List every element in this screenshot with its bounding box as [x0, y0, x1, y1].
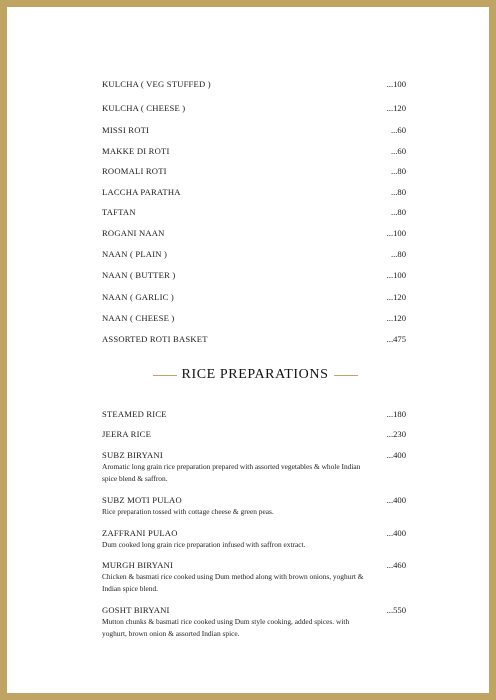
heading-rule-right — [334, 375, 358, 376]
item-price: ...80 — [390, 166, 406, 176]
item-name: LACCHA PARATHA — [102, 187, 181, 197]
item-description: Rice preparation tossed with cottage cheese & green peas. — [102, 507, 274, 516]
item-description: Aromatic long grain rice preparation prepared with assorted vegetables & whole Indian spice blend & saffron. — [102, 462, 361, 483]
heading-rule-left — [153, 375, 177, 376]
item-name: NAAN ( BUTTER ) — [102, 270, 176, 280]
item-price: ...460 — [386, 560, 406, 570]
menu-item — [102, 528, 406, 538]
item-price: ...80 — [390, 187, 406, 197]
menu-item — [102, 146, 406, 156]
item-name: KULCHA ( CHEESE ) — [102, 103, 186, 113]
item-name: STEAMED RICE — [102, 409, 167, 419]
item-name: NAAN ( CHEESE ) — [102, 313, 175, 323]
item-name: ROOMALI ROTI — [102, 166, 167, 176]
item-price: ...60 — [390, 125, 406, 135]
menu-item — [102, 605, 406, 615]
item-price: ...400 — [386, 450, 406, 460]
menu-item — [102, 429, 406, 439]
item-description: Mutton chunks & basmati rice cooked using Dum style cooking, added spices. with yoghurt, brown onion & assorted Indian spice. — [102, 617, 350, 638]
item-name: ROGANI NAAN — [102, 228, 165, 238]
item-name: NAAN ( PLAIN ) — [102, 249, 168, 259]
menu-item — [102, 450, 406, 460]
menu-item — [102, 187, 406, 197]
item-name: KULCHA ( VEG STUFFED ) — [102, 79, 211, 89]
item-description: Dum cooked long grain rice preparation infused with saffron extract. — [102, 540, 306, 549]
menu-item — [102, 207, 406, 217]
item-price: ...550 — [386, 605, 406, 615]
item-price: ...400 — [386, 528, 406, 538]
item-price: ...120 — [386, 103, 406, 113]
menu-item — [102, 79, 406, 89]
item-price: ...180 — [386, 409, 406, 419]
item-price: ...100 — [386, 270, 406, 280]
item-name: ZAFFRANI PULAO — [102, 528, 178, 538]
item-price: ...60 — [390, 146, 406, 156]
item-name: SUBZ MOTI PULAO — [102, 495, 182, 505]
item-name: JEERA RICE — [102, 429, 152, 439]
section-title: RICE PREPARATIONS — [181, 367, 329, 382]
item-name: MAKKE DI ROTI — [102, 146, 170, 156]
item-price: ...80 — [390, 207, 406, 217]
menu-item — [102, 495, 406, 505]
item-name: NAAN ( GARLIC ) — [102, 292, 174, 302]
item-name: MISSI ROTI — [102, 125, 150, 135]
item-name: GOSHT BIRYANI — [102, 605, 170, 615]
menu-item — [102, 409, 406, 419]
menu-item — [102, 334, 406, 344]
menu-item — [102, 292, 406, 302]
item-name: ASSORTED ROTI BASKET — [102, 334, 208, 344]
item-price: ...120 — [386, 313, 406, 323]
menu-item — [102, 313, 406, 323]
menu-item — [102, 249, 406, 259]
item-price: ...80 — [390, 249, 406, 259]
menu-item — [102, 166, 406, 176]
item-name: SUBZ BIRYANI — [102, 450, 163, 460]
menu-item — [102, 270, 406, 280]
menu-item — [102, 560, 406, 570]
item-price: ...400 — [386, 495, 406, 505]
item-price: ...120 — [386, 292, 406, 302]
item-price: ...230 — [386, 429, 406, 439]
item-description: Chicken & basmati rice cooked using Dum method along with brown onions, yoghurt & Indian spice blend. — [102, 572, 364, 593]
item-name: TAFTAN — [102, 207, 136, 217]
menu-item — [102, 125, 406, 135]
item-price: ...100 — [386, 79, 406, 89]
item-price: ...100 — [386, 228, 406, 238]
item-price: ...475 — [386, 334, 406, 344]
menu-item — [102, 228, 406, 238]
menu-item — [102, 103, 406, 113]
item-name: MURGH BIRYANI — [102, 560, 174, 570]
section-heading — [7, 367, 496, 383]
